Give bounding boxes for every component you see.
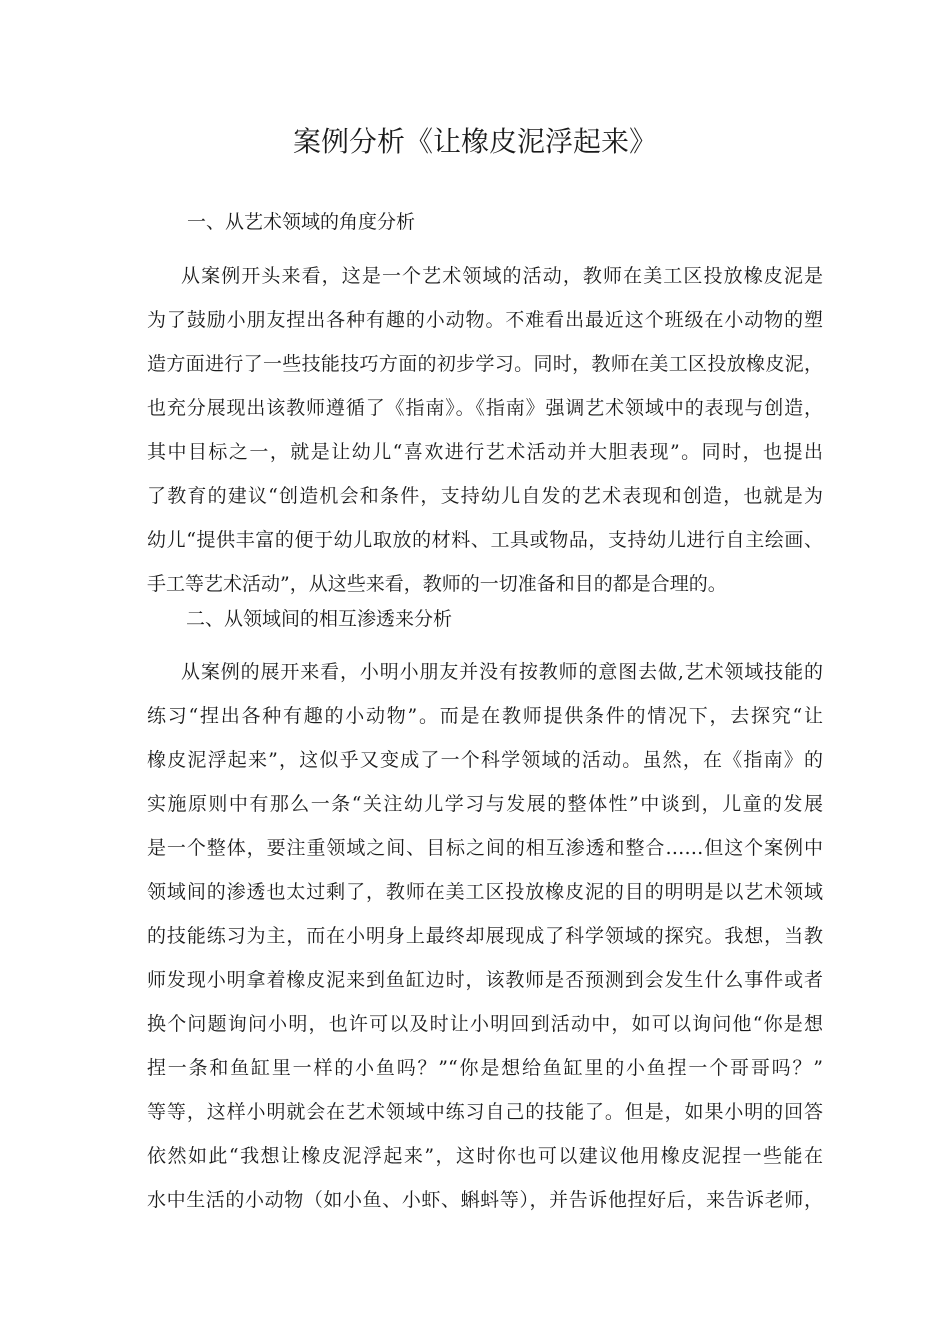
paragraph-line: 也充分展现出该教师遵循了《指南》。《指南》强调艺术领域中的表现与创造， xyxy=(147,397,823,419)
paragraph-line: 为了鼓励小朋友捏出各种有趣的小动物。不难看出最近这个班级在小动物的塑 xyxy=(147,309,823,331)
paragraph-line: 是一个整体，要注重领域之间、目标之间的相互渗透和整合……但这个案例中 xyxy=(147,837,823,859)
paragraph-line: 水中生活的小动物（如小鱼、小虾、蝌蚪等），并告诉他捏好后，来告诉老师， xyxy=(147,1189,823,1211)
paragraph-line: 的技能练习为主，而在小明身上最终却展现成了科学领域的探究。我想，当教 xyxy=(147,925,823,947)
paragraph-line: 捏一条和鱼缸里一样的小鱼吗？”“你是想给鱼缸里的小鱼捏一个哥哥吗？” xyxy=(147,1057,823,1079)
paragraph-line: 幼儿“提供丰富的便于幼儿取放的材料、工具或物品，支持幼儿进行自主绘画、 xyxy=(147,529,823,551)
paragraph-line: 等等，这样小明就会在艺术领域中练习自己的技能了。但是，如果小明的回答 xyxy=(147,1101,823,1123)
paragraph-line: 练习“捏出各种有趣的小动物”。而是在教师提供条件的情况下，去探究“让 xyxy=(147,705,823,727)
paragraph-line: 了教育的建议“创造机会和条件，支持幼儿自发的艺术表现和创造，也就是为 xyxy=(147,485,823,507)
paragraph-line: 从案例的展开来看，小明小朋友并没有按教师的意图去做,艺术领域技能的 xyxy=(181,661,823,683)
paragraph-line: 领域间的渗透也太过剩了，教师在美工区投放橡皮泥的目的明明是以艺术领域 xyxy=(147,881,823,903)
paragraph-line: 依然如此“我想让橡皮泥浮起来”，这时你也可以建议他用橡皮泥捏一些能在 xyxy=(147,1145,823,1167)
paragraph-line: 其中目标之一，就是让幼儿“喜欢进行艺术活动并大胆表现”。同时，也提出 xyxy=(147,441,823,463)
paragraph-line: 换个问题询问小明，也许可以及时让小明回到活动中，如可以询问他“你是想 xyxy=(147,1013,823,1035)
paragraph-line: 实施原则中有那么一条“关注幼儿学习与发展的整体性”中谈到，儿童的发展 xyxy=(147,793,823,815)
paragraph-1 xyxy=(147,254,823,606)
paragraph-line: 从案例开头来看，这是一个艺术领域的活动，教师在美工区投放橡皮泥是 xyxy=(181,265,823,287)
document-title: 案例分析《让橡皮泥浮起来》 xyxy=(292,125,657,158)
paragraph-2 xyxy=(147,650,823,1222)
paragraph-line: 师发现小明拿着橡皮泥来到鱼缸边时，该教师是否预测到会发生什么事件或者 xyxy=(147,969,823,991)
paragraph-line: 手工等艺术活动”，从这些来看，教师的一切准备和目的都是合理的。 xyxy=(147,573,727,595)
section-heading-1: 一、从艺术领域的角度分析 xyxy=(187,211,416,233)
paragraph-line: 橡皮泥浮起来”，这似乎又变成了一个科学领域的活动。虽然，在《指南》的 xyxy=(147,749,823,771)
section-heading-2: 二、从领域间的相互渗透来分析 xyxy=(186,608,453,630)
paragraph-line: 造方面进行了一些技能技巧方面的初步学习。同时，教师在美工区投放橡皮泥， xyxy=(147,353,823,375)
